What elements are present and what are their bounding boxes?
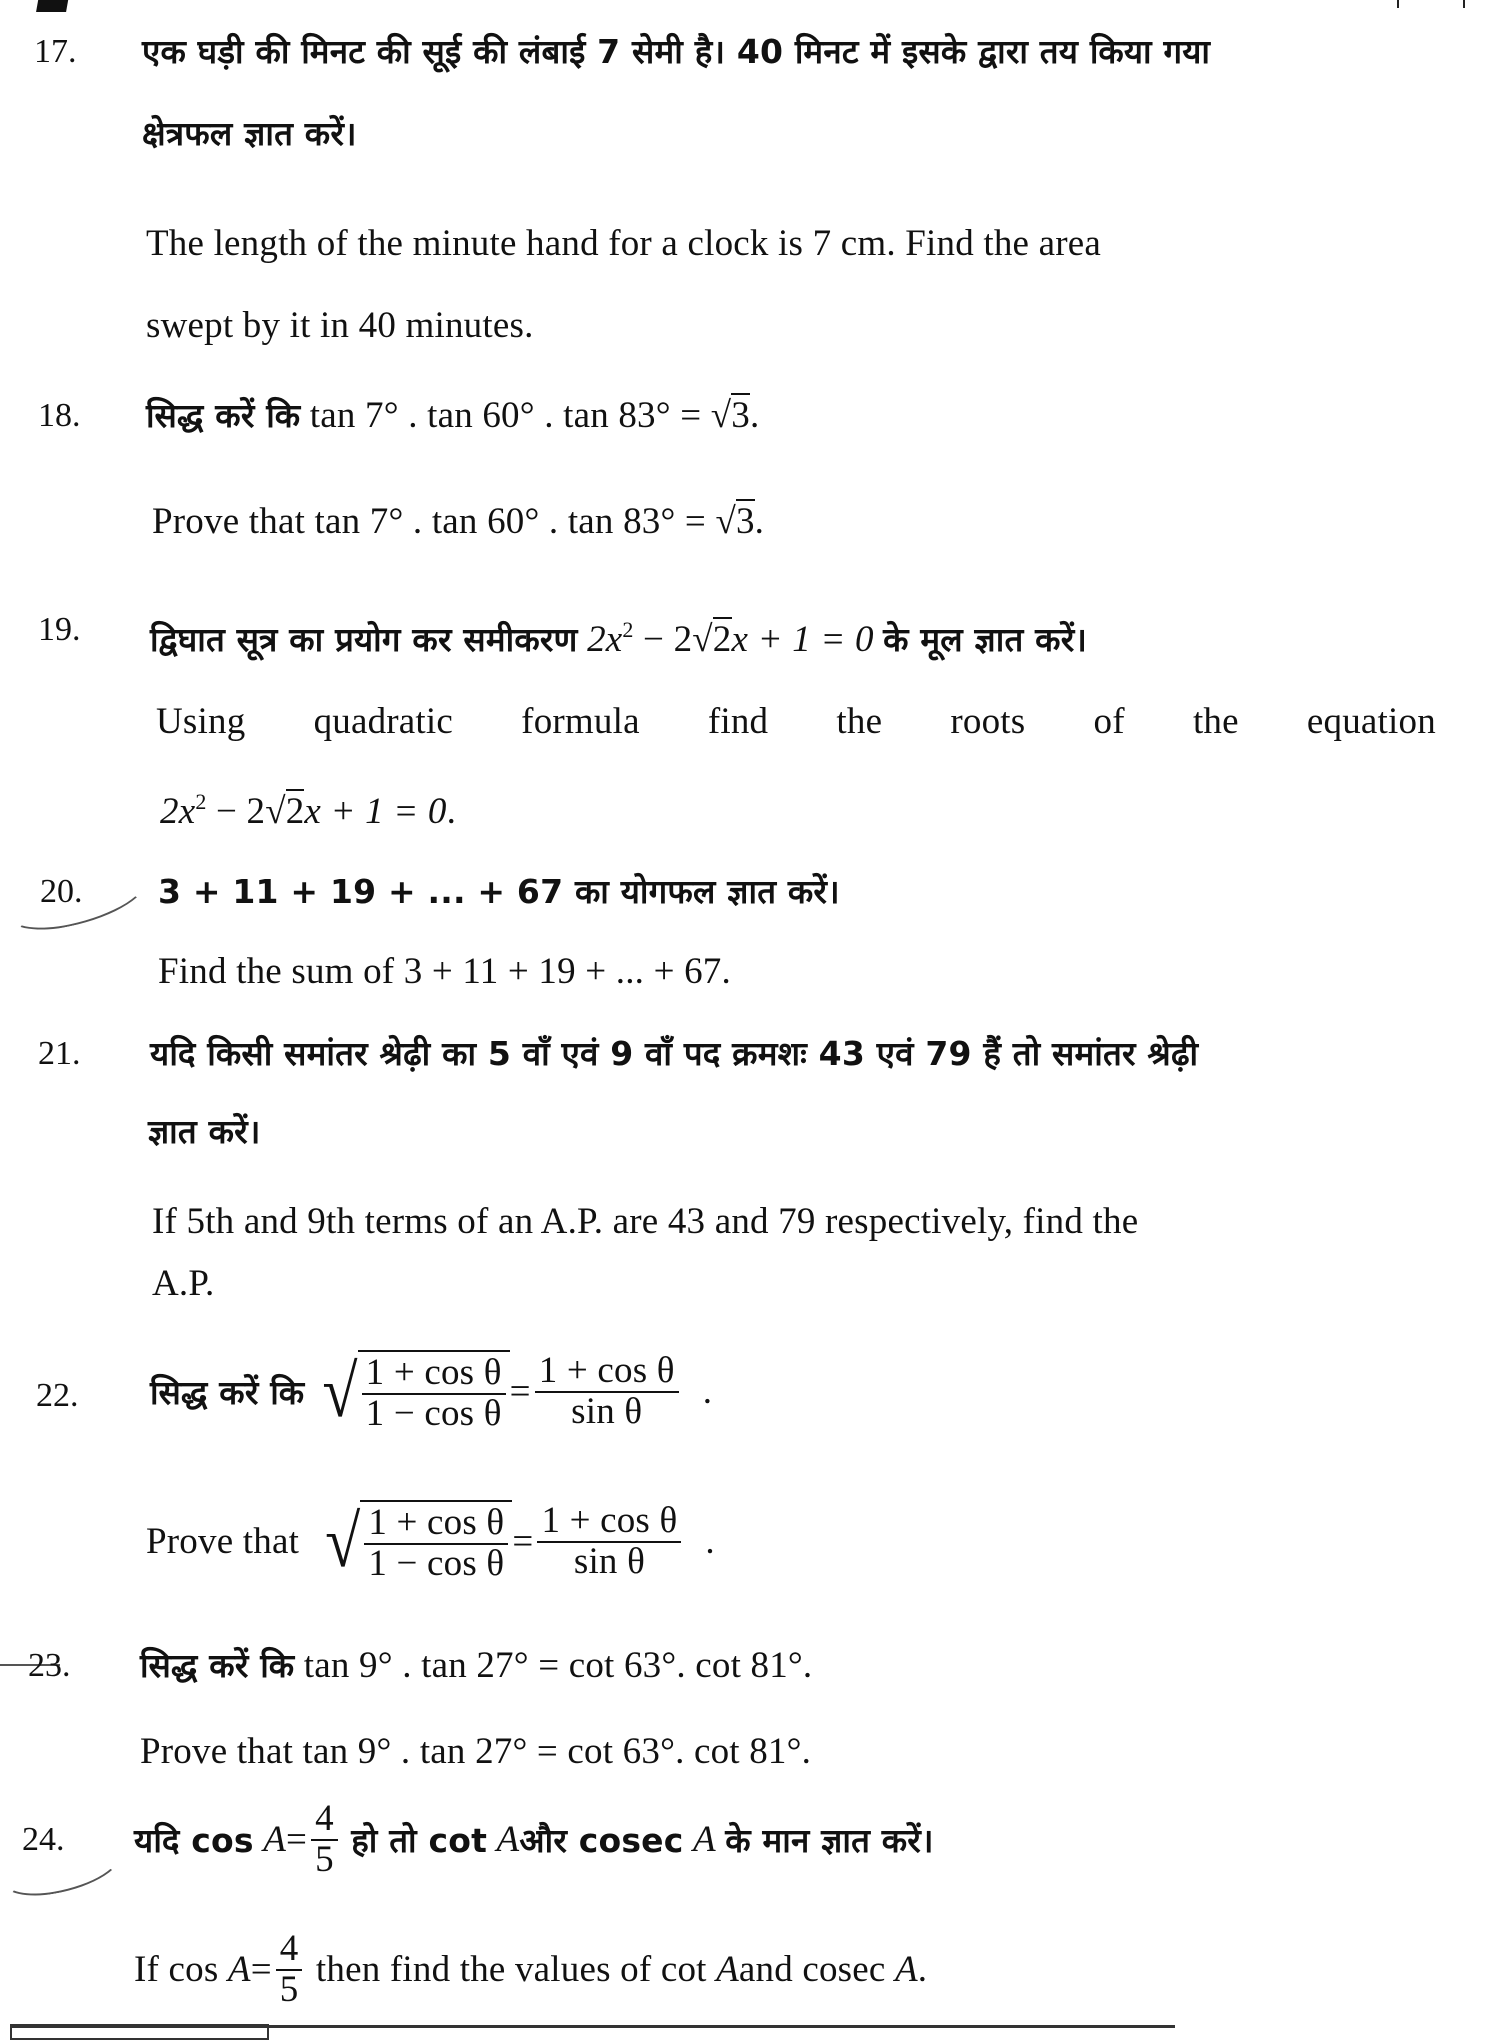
question-english-line: The length of the minute hand for a clock is 7 cm. Find the area [146,223,1101,264]
question-english-line: Prove that √ $\frac{\text{1 + cos θ}}{\text{1 − cos θ}}$ = $\frac{\text{1 + cos θ}}{\text{sin θ}}$ . [146,1500,715,1584]
question-number: 19. [38,611,81,648]
square-root: √ $\frac{\text{1 + cos θ}}{\text{1 − cos θ}}$ [322,1350,509,1434]
question-english-line: Prove that tan 7° . tan 60° . tan 83° = √3. [152,501,765,542]
question-english-line: If 5th and 9th terms of an A.P. are 43 and 79 respectively, find the [152,1201,1139,1242]
question-english-line: swept by it in 40 minutes. [146,305,534,346]
square-root: √3 [710,395,750,436]
question-hindi-line: सिद्ध करें कि tan 7° . tan 60° . tan 83° = √3. [146,395,760,436]
question-english-line: Using quadratic formula find the roots of the equation [156,701,1436,742]
question-english-line: Prove that tan 9° . tan 27° = cot 63°. cot 81°. [140,1731,812,1772]
question-hindi-line: एक घड़ी की मिनट की सूई की लंबाई 7 सेमी है। 40 मिनट में इसके द्वारा तय किया गया [142,32,1211,71]
question-number: 23. [28,1647,71,1684]
equation-line: $2x^2 - 2√2x + 1 = 0$. [160,789,457,832]
corner-mark [36,0,70,12]
question-number: 24. [22,1821,65,1858]
page-number-bracket [1397,0,1465,8]
question-number: 22. [36,1377,79,1414]
equation: $2x^2 - 2√2x + 1 = 0$ [587,617,874,660]
question-hindi-line: 3 + 11 + 19 + ... + 67 का योगफल ज्ञात करें। [158,872,840,911]
question-hindi-line: सिद्ध करें कि tan 9° . tan 27° = cot 63°. cot 81°. [140,1645,813,1686]
question-hindi-line: यदि cos A = $\frac{4}{5}$ हो तो cot A और cosec A के मान ज्ञात करें। [134,1798,934,1880]
question-number: 20. [40,873,83,910]
question-hindi-line: सिद्ध करें कि √ $\frac{\text{1 + cos θ}}{\text{1 − cos θ}}$ = $\frac{\text{1 + cos θ}}{\text{sin θ}}$ . [150,1350,713,1434]
square-root: √3 [715,501,755,542]
question-number: 21. [38,1035,81,1072]
square-root: √ $\frac{\text{1 + cos θ}}{\text{1 − cos θ}}$ [325,1500,512,1584]
question-number: 17. [34,33,77,70]
bottom-box [10,2024,269,2040]
question-english-line: Find the sum of 3 + 11 + 19 + ... + 67. [158,951,731,992]
question-hindi-line: ज्ञात करें। [148,1112,261,1151]
question-number: 18. [38,397,81,434]
question-hindi-line: यदि किसी समांतर श्रेढ़ी का 5 वाँ एवं 9 वाँ पद क्रमशः 43 एवं 79 हैं तो समांतर श्रेढ़ी [150,1034,1199,1073]
question-hindi-line: क्षेत्रफल ज्ञात करें। [142,114,357,153]
question-english-line: If cos A = $\frac{4}{5}$ then find the values of cot A and cosec A . [134,1928,928,2010]
question-english-line: A.P. [152,1263,215,1304]
question-hindi-line: द्विघात सूत्र का प्रयोग कर समीकरण $2x^2 - 2√2x + 1 = 0$ के मूल ज्ञात करें। [150,617,1088,660]
